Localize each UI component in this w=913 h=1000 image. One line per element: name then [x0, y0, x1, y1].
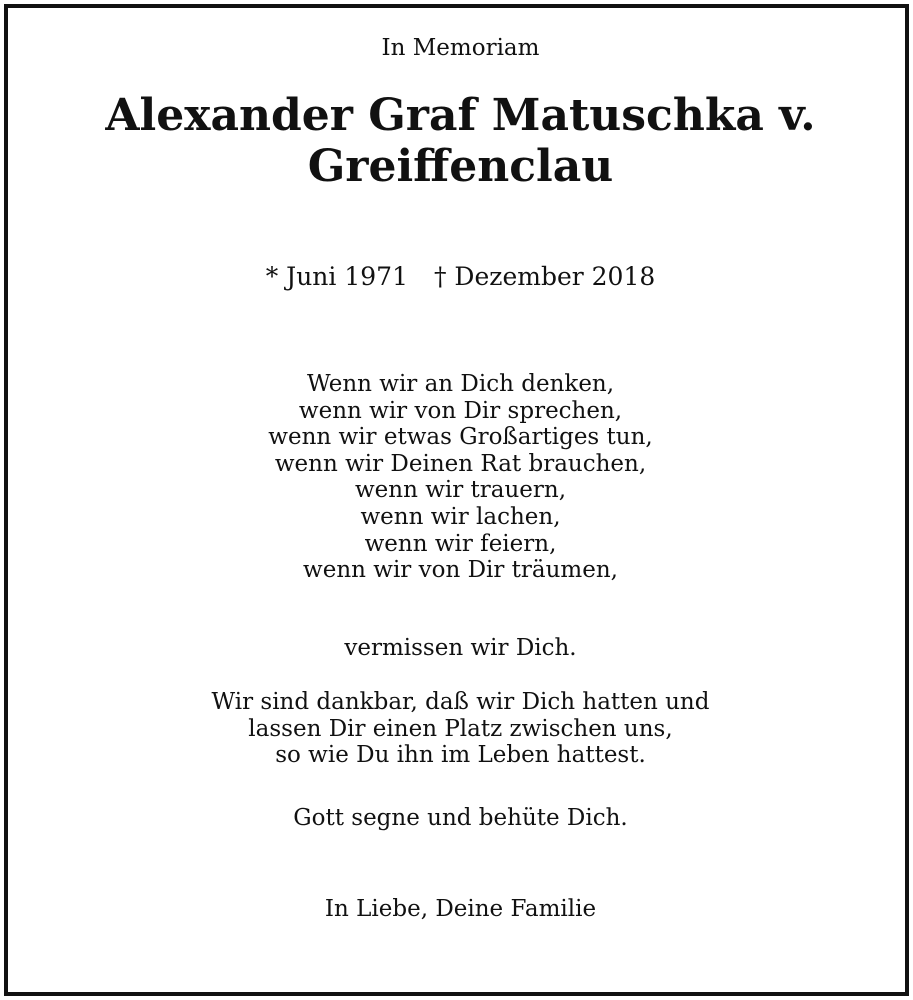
poem-line: Wir sind dankbar, daß wir Dich hatten und	[211, 689, 710, 715]
poem-line: wenn wir trauern,	[354, 477, 567, 504]
birth-date: * Juni 1971	[265, 262, 408, 291]
poem-line: wenn wir Deinen Rat brauchen,	[274, 450, 647, 477]
header-in-memoriam: In Memoriam	[381, 35, 540, 61]
poem-line: wenn wir lachen,	[360, 503, 561, 530]
death-date: † Dezember 2018	[433, 262, 656, 291]
poem-line: wenn wir etwas Großartiges tun,	[268, 424, 653, 451]
poem-line: Wenn wir an Dich denken,	[306, 371, 615, 397]
poem-stanza-2	[8, 635, 913, 662]
poem-line: lassen Dir einen Platz zwischen uns,	[248, 715, 673, 742]
poem-line: so wie Du ihn im Leben hattest.	[275, 742, 646, 769]
poem-line: Gott segne und behüte Dich.	[293, 805, 628, 831]
deceased-name-line-2: Greiffenclau	[307, 141, 614, 192]
obituary-frame	[4, 4, 909, 996]
poem-line: wenn wir von Dir sprechen,	[298, 397, 623, 424]
poem-stanza-4	[8, 805, 913, 832]
family-signature: In Liebe, Deine Familie	[324, 896, 597, 922]
life-dates	[8, 262, 913, 292]
poem-line: wenn wir von Dir träumen,	[303, 557, 618, 584]
deceased-name-line-1: Alexander Graf Matuschka v.	[105, 90, 816, 141]
deceased-name	[8, 90, 913, 192]
poem-stanza-1	[8, 371, 913, 584]
poem-line: wenn wir feiern,	[364, 530, 557, 557]
poem-stanza-3	[8, 689, 913, 769]
poem-line: vermissen wir Dich.	[344, 635, 577, 661]
